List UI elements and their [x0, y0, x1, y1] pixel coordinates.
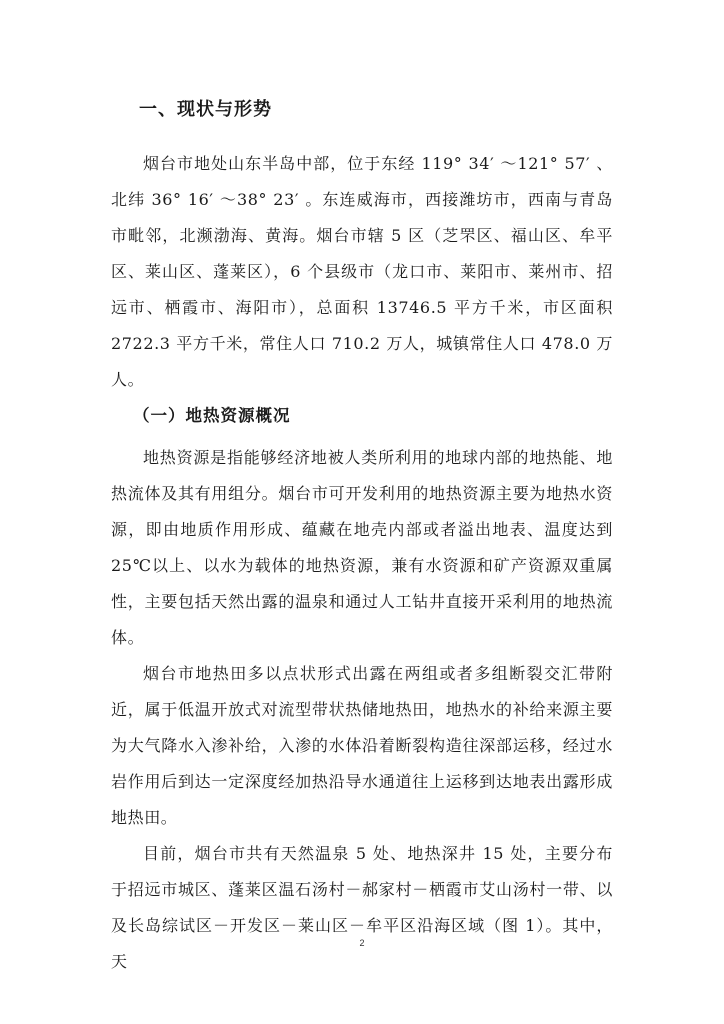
- paragraph-distribution: 目前，烟台市共有天然温泉 5 处、地热深井 15 处，主要分布于招远市城区、蓬莱区温石汤村－郝家村－栖霞市艾山汤村一带、以及长岛综试区－开发区－莱山区－牟平区沿海区域（图 1）。其中，天: [111, 844, 613, 971]
- section-heading: 一、现状与形势: [139, 99, 272, 120]
- page-content: [111, 96, 613, 980]
- paragraph-overview: 烟台市地处山东半岛中部，位于东经 119° 34′ ～121° 57′ 、北纬 36° 16′ ～38° 23′ 。东连威海市，西接潍坊市，西南与青岛市毗邻，北濒渤海、黄海。烟台市辖 5 区（芝罘区、福山区、牟平区、莱山区、蓬莱区），6 个县级市（龙口市、莱阳市、莱州市、招远市、栖霞市、海阳市），总面积 13746.5 平方千米，市区面积 2722.3 平方千米，常住人口 710.2 万人，城镇常住人口 478.0 万人。: [111, 154, 613, 389]
- page-number: 2: [359, 938, 365, 948]
- paragraph-geothermal-fields: 烟台市地热田多以点状形式出露在两组或者多组断裂交汇带附近，属于低温开放式对流型带状热储地热田，地热水的补给来源主要为大气降水入渗补给，入渗的水体沿着断裂构造往深部运移，经过水岩作用后到达一定深度经加热沿导水通道往上运移到达地表出露形成地热田。: [111, 664, 613, 827]
- paragraph-definition: 地热资源是指能够经济地被人类所利用的地球内部的地热能、地热流体及其有用组分。烟台市可开发利用的地热资源主要为地热水资源，即由地质作用形成、蕴藏在地壳内部或者溢出地表、温度达到25℃以上、以水为载体的地热资源，兼有水资源和矿产资源双重属性，主要包括天然出露的温泉和通过人工钻井直接开采利用的地热流体。: [111, 448, 613, 647]
- subsection-heading: （一）地热资源概况: [133, 406, 291, 425]
